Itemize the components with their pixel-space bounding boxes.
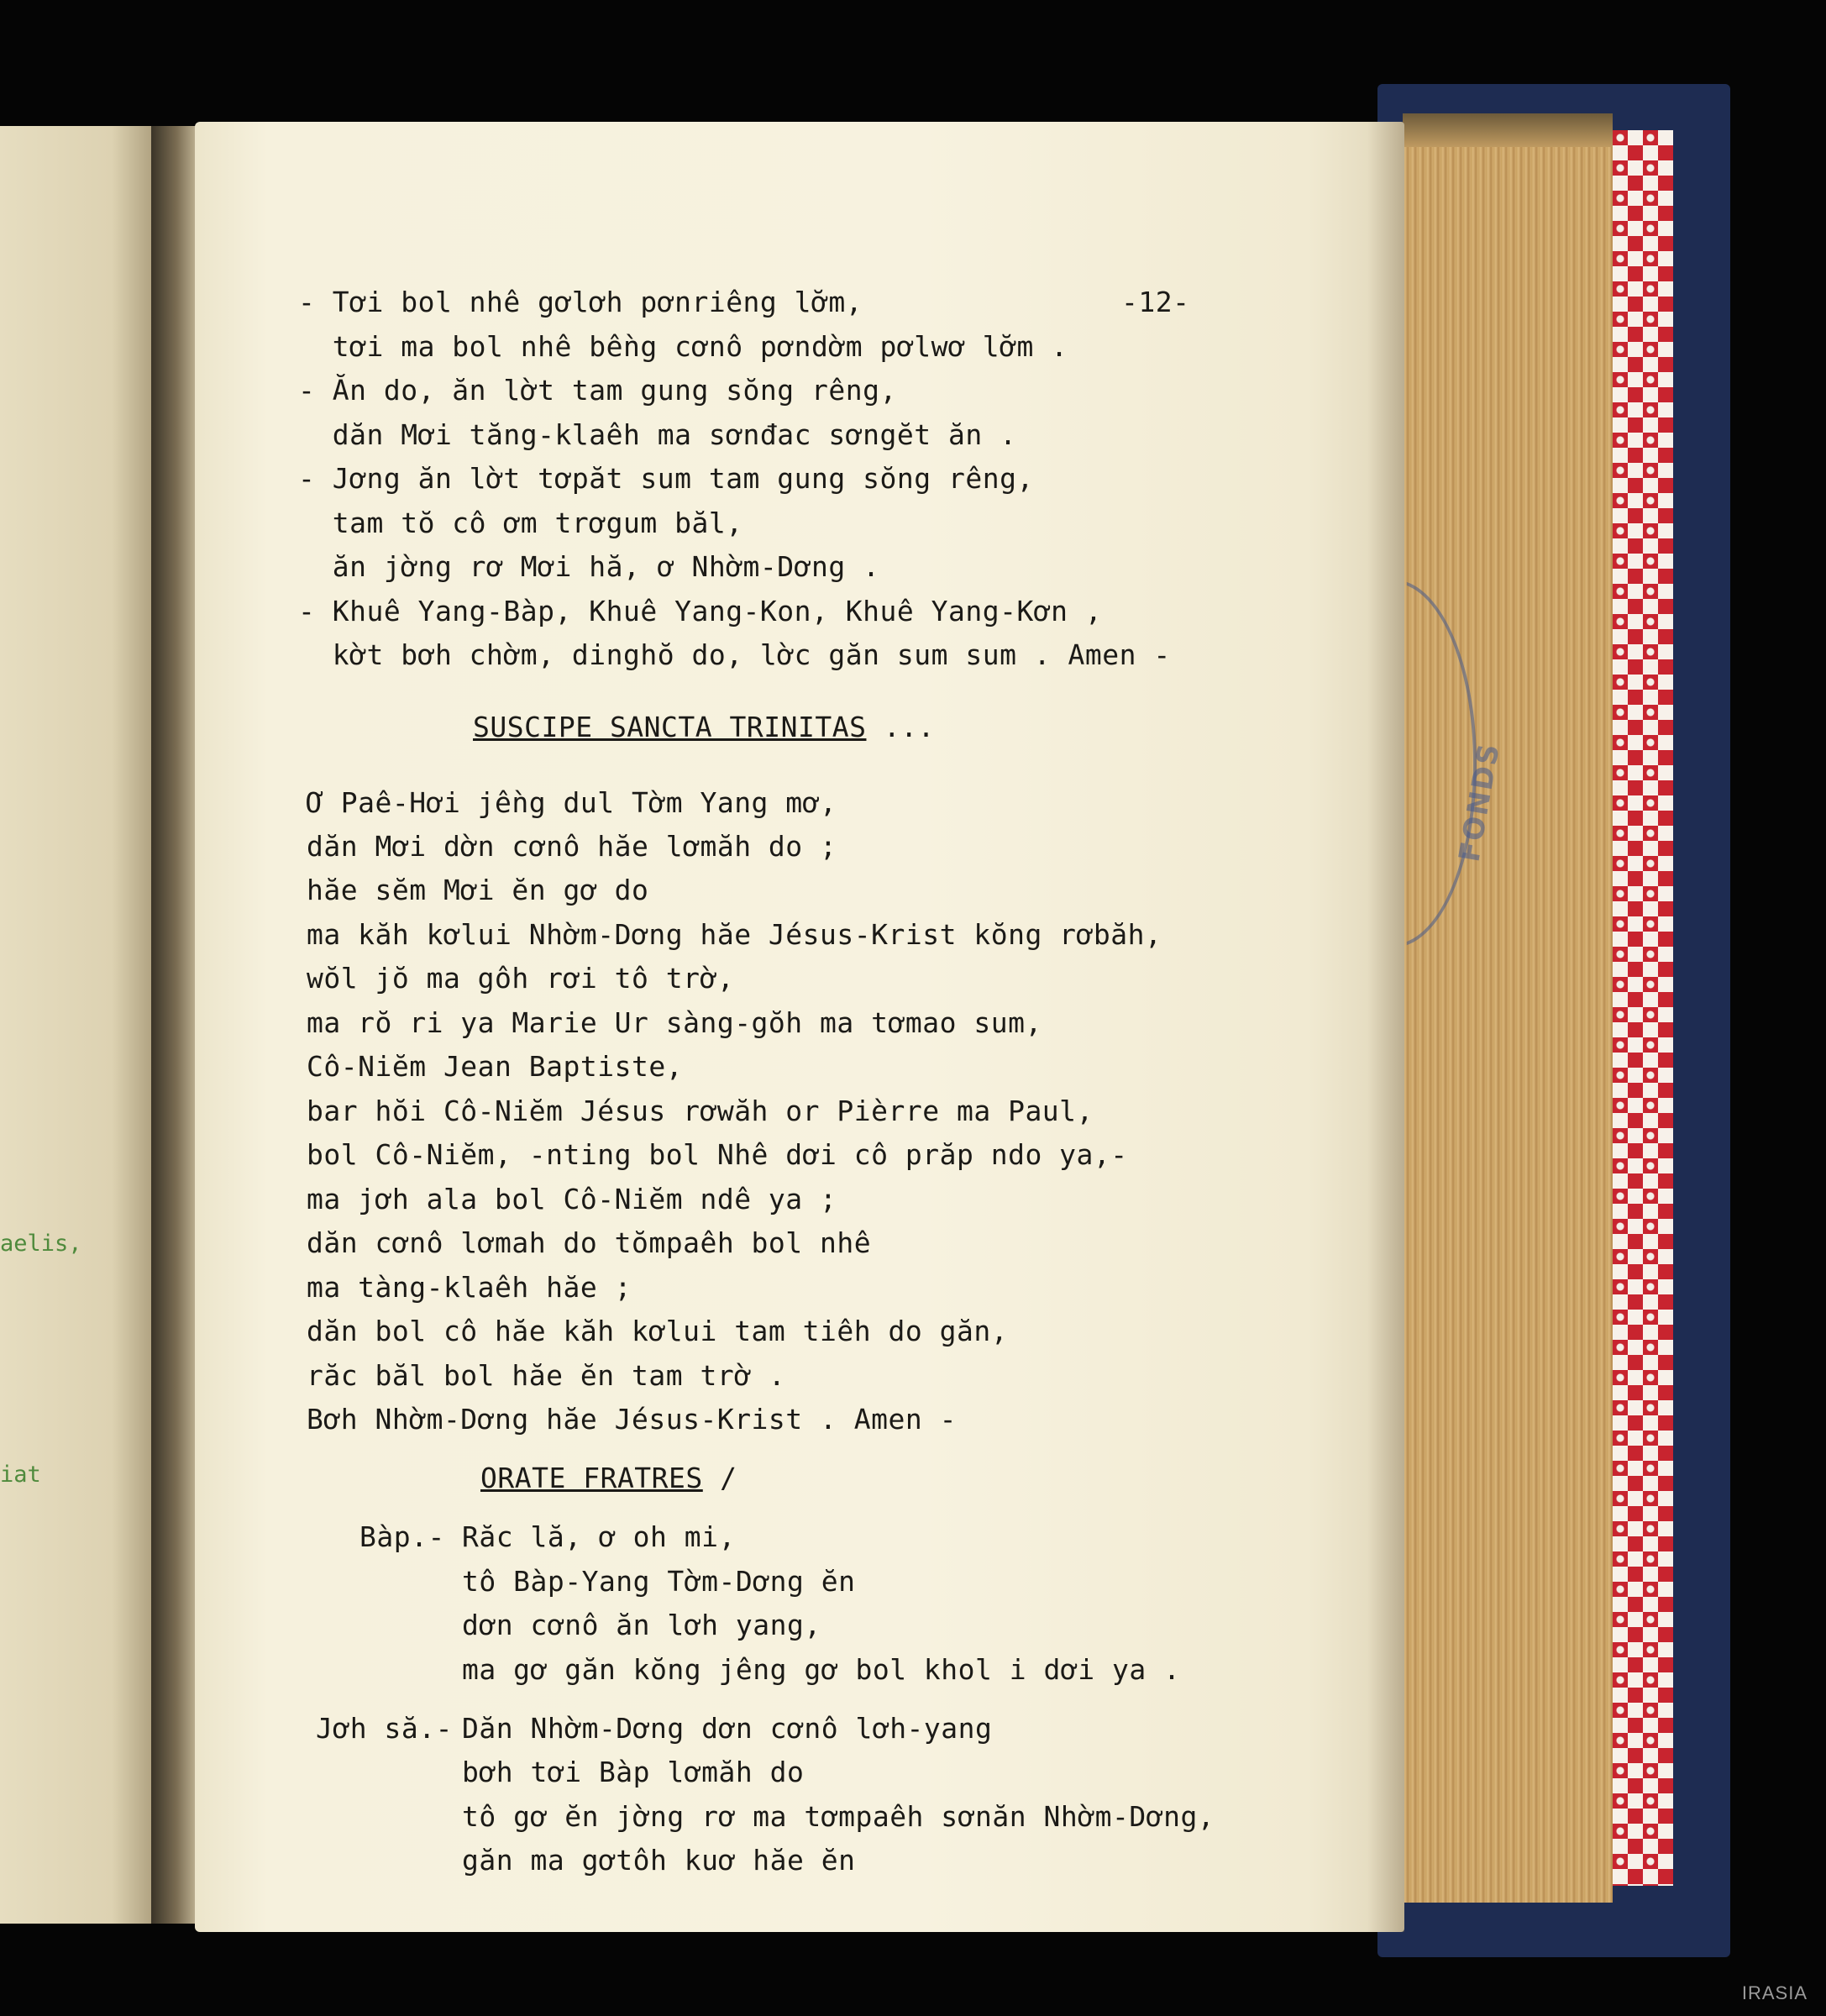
section-heading [473, 711, 935, 743]
archive-watermark: IRASIA [1741, 1982, 1808, 2003]
text-line: dơn cơnô ăn lơh yang, [462, 1609, 821, 1641]
book-gutter [151, 126, 202, 1924]
text-line: găn ma gơtôh kuơ hăe ĕn [462, 1844, 856, 1877]
text-line: bơh tơi Bàp lơmăh do [462, 1756, 805, 1788]
page-edges [1403, 113, 1613, 1903]
text-line: Răc lă, ơ oh mi, [462, 1520, 736, 1553]
text-line: tam tŏ cô ơm trơgum băl, [298, 507, 743, 539]
speaker-label: Jơh să.- [316, 1712, 453, 1745]
page-number: -12- [1121, 286, 1190, 318]
text-line: - Khuê Yang-Bàp, Khuê Yang-Kon, Khuê Yang-Kơn , [298, 595, 1103, 627]
text-line: dăn bol cô hăe kăh kơlui tam tiêh do găn, [307, 1315, 1009, 1347]
text-line: tơi ma bol nhê bềng cơnô pơndờm pơlwơ lơ̆m . [298, 330, 1068, 363]
text-line: - Tơi bol nhê gơlơh pơnriêng lơ̆m, [298, 286, 863, 318]
text-line: hăe sĕm Mơi ĕn gơ do [307, 874, 649, 906]
library-stamp-text: FONDS [1452, 739, 1507, 865]
text-line: ma rŏ ri ya Marie Ur sàng-gŏh ma tơmao sum, [307, 1006, 1042, 1039]
speaker-label: Bàp.- [359, 1520, 445, 1553]
text-line: dăn cơnô lơmah do tŏmpaêh bol nhê [307, 1226, 872, 1259]
text-line: - Ăn do, ăn lờt tam gung sŏng rêng, [298, 374, 897, 407]
left-page [0, 126, 160, 1924]
heading-suffix: ... [866, 711, 935, 743]
text-line: Ơ Paê-Hơi jềng dul Tờm Yang mơ, [307, 786, 837, 819]
text-line: ma tàng-klaêh hăe ; [307, 1271, 632, 1304]
text-line: ăn jờng rơ Mơi hă, ơ Nhờm-Dơng . [298, 550, 880, 583]
text-line: bol Cô-Niĕm, -nting bol Nhê dơi cô prăp ndo ya,- [307, 1138, 1128, 1171]
text-line: ma kăh kơlui Nhờm-Dơng hăe Jésus-Krist kŏng rơbăh, [307, 918, 1162, 951]
heading-suffix: / [702, 1462, 737, 1494]
text-line: ma jơh ala bol Cô-Niĕm ndê ya ; [307, 1183, 837, 1215]
text-line: tô gơ ĕn jờng rơ ma tơmpaêh sơnăn Nhờm-Dơng, [462, 1800, 1215, 1833]
text-line: - Jơng ăn lờt tơpăt sum tam gung sŏng rêng, [298, 462, 1034, 495]
text-line: Dăn Nhờm-Dơng dơn cơnô lơh-yang [462, 1712, 993, 1745]
heading-text: SUSCIPE SANCTA TRINITAS [473, 711, 867, 743]
text-line: dăn Mơi tăng-klaêh ma sơnđac sơngĕt ăn . [298, 418, 1017, 451]
page-edges-top [1403, 113, 1613, 147]
text-line: bar hŏi Cô-Niĕm Jésus rơwăh or Pièrre ma Paul, [307, 1095, 1094, 1127]
text-line: dăn Mơi dờn cơnô hăe lơmăh do ; [307, 830, 837, 863]
patterned-cloth-strip [1613, 130, 1673, 1886]
text-line: kờt bơh chờm, dinghŏ do, lờc găn sum sum . Amen - [298, 638, 1171, 671]
left-page-fragment: aelis, [0, 1231, 82, 1257]
text-line: tô Bàp-Yang Tờm-Dơng ĕn [462, 1565, 856, 1598]
text-line: răc băl bol hăe ĕn tam trờ . [307, 1359, 786, 1392]
text-line: ma gơ găn kŏng jêng gơ bol khol i dơi ya . [462, 1653, 1181, 1686]
text-line: Cô-Niĕm Jean Baptiste, [307, 1050, 684, 1083]
left-page-fragment: iat [0, 1462, 41, 1488]
page-fold-shadow [1367, 122, 1404, 1932]
text-line: wŏl jŏ ma gôh rơi tô trờ, [307, 962, 735, 995]
text-line: Bơh Nhờm-Dơng hăe Jésus-Krist . Amen - [307, 1403, 957, 1436]
heading-text: ORATE FRATRES [480, 1462, 703, 1494]
section-heading [480, 1462, 737, 1494]
